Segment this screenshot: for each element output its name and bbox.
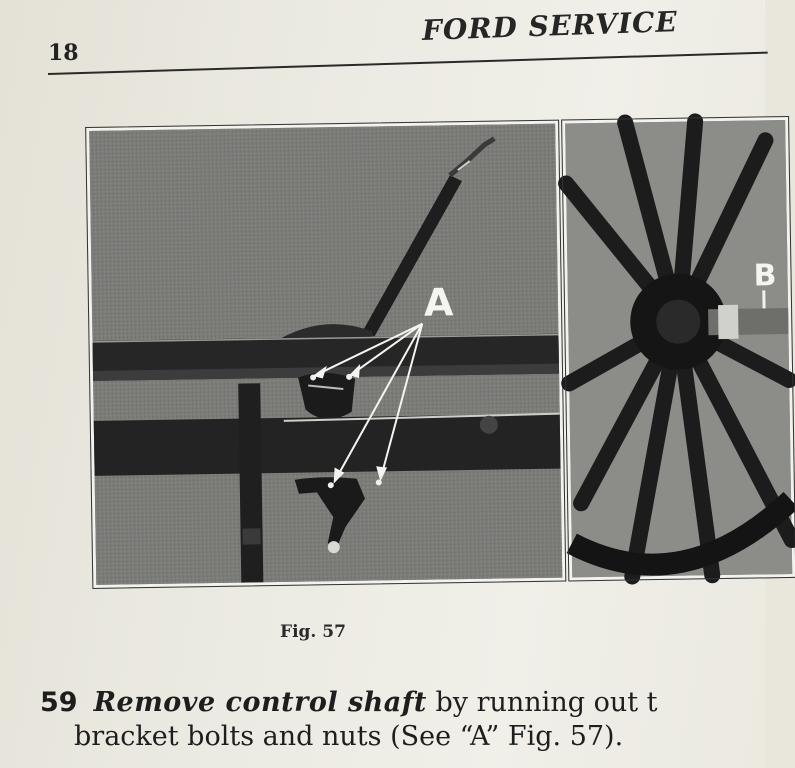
- paragraph-line2: bracket bolts and nuts (See “A” Fig. 57).: [74, 721, 624, 752]
- paragraph-line1-rest: by running out t: [426, 687, 658, 718]
- callout-b-label: B: [753, 258, 777, 294]
- wheel-photo: [562, 117, 795, 580]
- chassis-photo-drawing: [89, 124, 562, 585]
- chassis-photo: [86, 121, 565, 588]
- paragraph-59: [40, 686, 780, 754]
- figure-caption: Fig. 57: [280, 622, 346, 642]
- page-number: 18: [48, 40, 79, 66]
- header-rule: [48, 52, 768, 75]
- wheel-photo-drawing: [565, 120, 792, 577]
- figure-57: [86, 107, 783, 594]
- paragraph-emphasis: Remove control shaft: [93, 687, 427, 718]
- paragraph-number: 59: [40, 687, 78, 718]
- callout-a-label: A: [423, 280, 454, 325]
- running-head: FORD SERVICE: [421, 5, 679, 47]
